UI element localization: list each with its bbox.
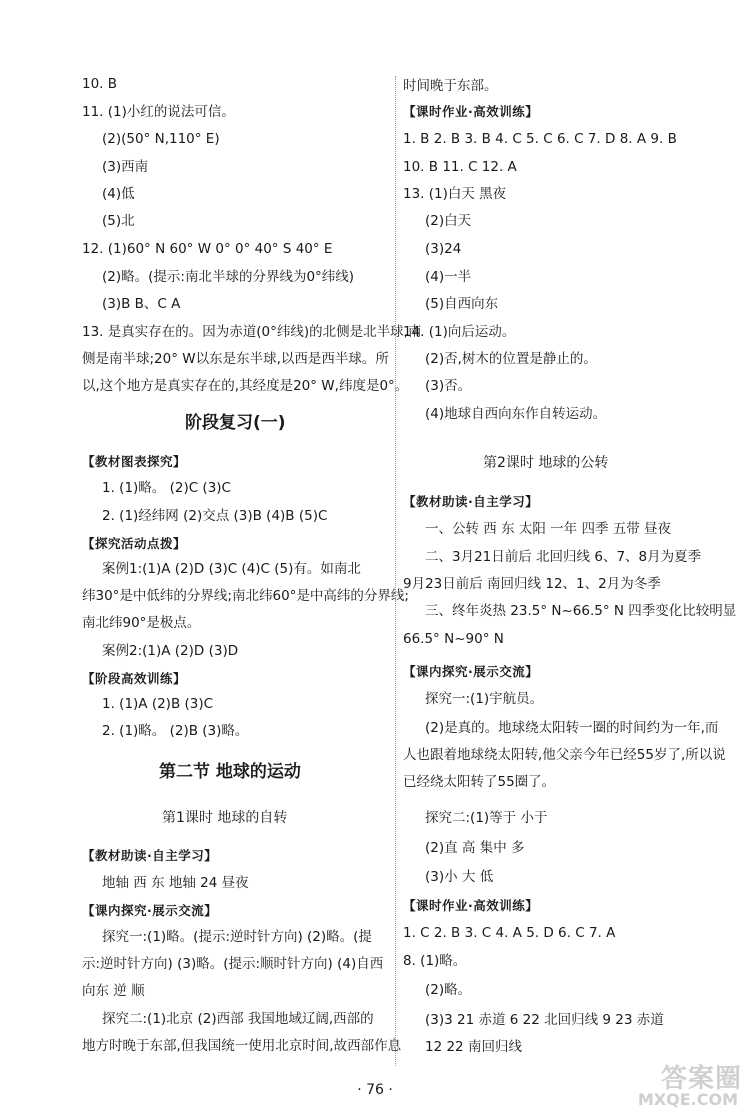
answer-line: 纬30°是中低纬的分界线;南北纬60°是中高纬的分界线; [82, 588, 409, 604]
answer-line: (2)略。(提示:南北半球的分界线为0°纬线) [102, 269, 355, 285]
column-divider [395, 76, 396, 1066]
answer-line: (2)(50° N,110° E) [102, 131, 220, 147]
answer-line: (3)B B、C A [102, 296, 181, 312]
block-heading: 【阶段高效训练】 [82, 671, 187, 686]
answer-line: 探究一:(1)宇航员。 [425, 691, 544, 707]
answer-line: (3)3 21 赤道 6 22 北回归线 9 23 赤道 [425, 1012, 664, 1028]
answer-line: (3)小 大 低 [425, 869, 494, 885]
answer-line: 9月23日前后 南回归线 12、1、2月为冬季 [403, 576, 661, 592]
lesson-title: 第1课时 地球的自转 [162, 810, 288, 826]
answer-line: 人也跟着地球绕太阳转,他父亲今年已经55岁了,所以说 [403, 747, 726, 763]
answer-line: 13. (1)白天 黑夜 [403, 186, 507, 202]
answer-line: 8. (1)略。 [403, 953, 467, 969]
answer-line: 12. (1)60° N 60° W 0° 0° 40° S 40° E [82, 241, 333, 257]
answer-line: 以,这个地方是真实存在的,其经度是20° W,纬度是0°。 [82, 378, 409, 394]
answer-line: 1. (1)略。 (2)C (3)C [102, 480, 231, 496]
answer-line: 案例2:(1)A (2)D (3)D [102, 643, 239, 659]
block-heading: 【教材助读·自主学习】 [403, 494, 539, 509]
answer-line: (5)北 [102, 213, 135, 229]
answer-line: 侧是南半球;20° W以东是东半球,以西是西半球。所 [82, 351, 389, 367]
block-heading: 【探究活动点拨】 [82, 536, 187, 551]
answer-line: (2)否,树木的位置是静止的。 [425, 351, 597, 367]
answer-line: 探究二:(1)等于 小于 [425, 810, 548, 826]
answer-line: (2)白天 [425, 213, 472, 229]
answer-line: 10. B [82, 76, 118, 92]
answer-line: 一、公转 西 东 太阳 一年 四季 五带 昼夜 [425, 521, 672, 537]
answer-line: 已经绕太阳转了55圈了。 [403, 774, 556, 790]
answer-line: 13. 是真实存在的。因为赤道(0°纬线)的北侧是北半球,南 [82, 324, 422, 340]
answer-line: 三、终年炎热 23.5° N~66.5° N 四季变化比较明显 [425, 603, 737, 619]
answer-line: (4)低 [102, 186, 135, 202]
answer-line: 探究二:(1)北京 (2)西部 我国地域辽阔,西部的 [102, 1011, 374, 1027]
page-number: · 76 · [357, 1082, 393, 1098]
answer-line: 10. B 11. C 12. A [403, 159, 517, 175]
watermark-logo: 答案圈 [660, 1064, 742, 1094]
block-heading: 【教材助读·自主学习】 [82, 848, 218, 863]
answer-line: (4)一半 [425, 269, 472, 285]
block-heading: 【课时作业·高效训练】 [403, 898, 539, 913]
section-title: 阶段复习(一) [185, 413, 286, 433]
answer-line: 示:逆时针方向) (3)略。(提示:顺时针方向) (4)自西 [82, 956, 384, 972]
section-title: 第二节 地球的运动 [159, 762, 301, 782]
answer-line: 向东 逆 顺 [82, 983, 145, 999]
lesson-title: 第2课时 地球的公转 [483, 455, 609, 471]
answer-line: 66.5° N~90° N [403, 631, 504, 647]
answer-line: 地方时晚于东部,但我国统一使用北京时间,故西部作息 [82, 1038, 402, 1054]
answer-line: (4)地球自西向东作自转运动。 [425, 406, 607, 422]
answer-line: 探究一:(1)略。(提示:逆时针方向) (2)略。(提 [102, 929, 372, 945]
watermark-url: MXQE.COM [637, 1090, 738, 1109]
answer-line: 案例1:(1)A (2)D (3)C (4)C (5)有。如南北 [102, 561, 361, 577]
answer-line: 12 22 南回归线 [425, 1039, 522, 1055]
answer-line: (3)24 [425, 241, 462, 257]
answer-line: (2)是真的。地球绕太阳转一圈的时间约为一年,而 [425, 720, 719, 736]
answer-line: 1. B 2. B 3. B 4. C 5. C 6. C 7. D 8. A 9. B [403, 131, 677, 147]
answer-line: 2. (1)略。 (2)B (3)略。 [102, 723, 249, 739]
answer-line: 14. (1)向后运动。 [403, 324, 516, 340]
answer-line: 地轴 西 东 地轴 24 昼夜 [102, 875, 249, 891]
answer-line: 时间晚于东部。 [403, 78, 498, 94]
answer-line: (2)略。 [425, 982, 472, 998]
block-heading: 【教材图表探究】 [82, 454, 187, 469]
answer-line: (3)否。 [425, 378, 472, 394]
answer-line: (2)直 高 集中 多 [425, 840, 525, 856]
answer-line: 1. (1)A (2)B (3)C [102, 696, 214, 712]
answer-line: (5)自西向东 [425, 296, 499, 312]
block-heading: 【课时作业·高效训练】 [403, 104, 539, 119]
block-heading: 【课内探究·展示交流】 [82, 903, 218, 918]
answer-line: 南北纬90°是极点。 [82, 615, 201, 631]
answer-line: (3)西南 [102, 159, 149, 175]
answer-line: 11. (1)小红的说法可信。 [82, 104, 235, 120]
block-heading: 【课内探究·展示交流】 [403, 664, 539, 679]
answer-line: 二、3月21日前后 北回归线 6、7、8月为夏季 [425, 549, 702, 565]
answer-line: 2. (1)经纬网 (2)交点 (3)B (4)B (5)C [102, 508, 328, 524]
answer-line: 1. C 2. B 3. C 4. A 5. D 6. C 7. A [403, 925, 616, 941]
